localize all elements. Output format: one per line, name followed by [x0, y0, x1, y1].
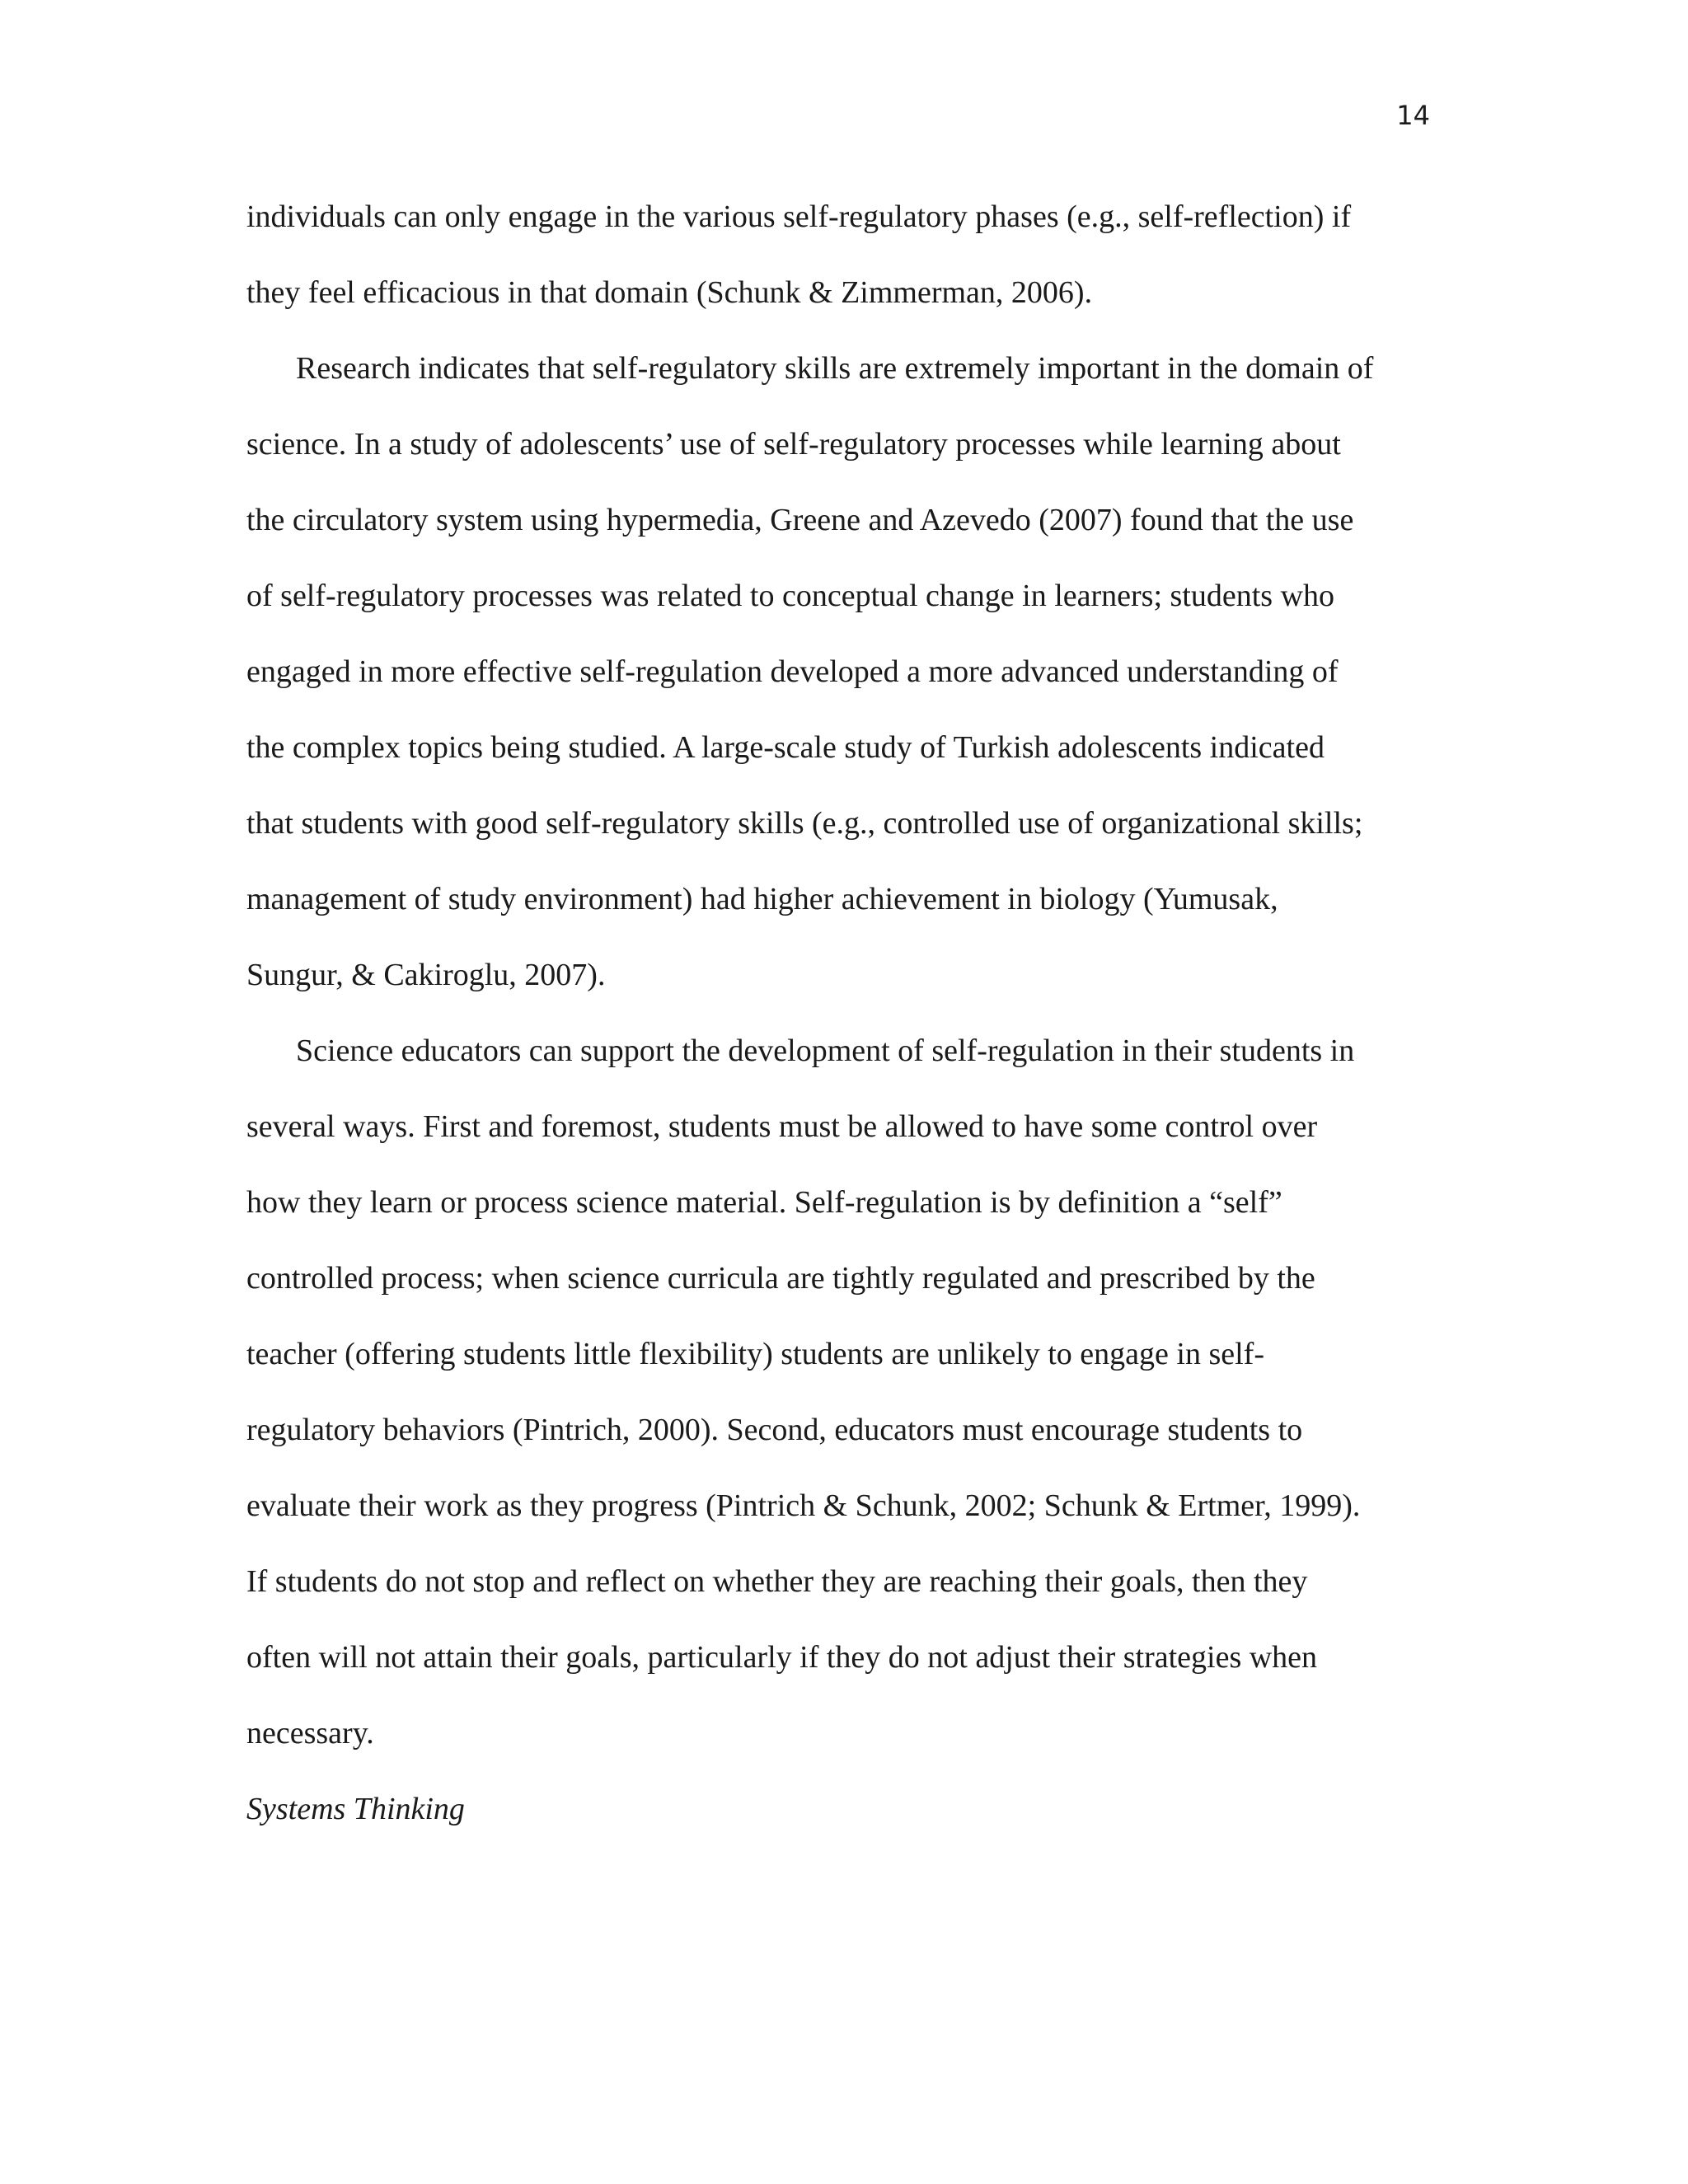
text-line: several ways. First and foremost, students must be allowed to have some control over [246, 1109, 1318, 1144]
text-line: necessary. [246, 1716, 374, 1750]
text-line: If students do not stop and reflect on whether they are reaching their goals, then they [246, 1564, 1308, 1599]
text-line: they feel efficacious in that domain (Schunk & Zimmerman, 2006). [246, 275, 1093, 310]
text-line: the complex topics being studied. A large-scale study of Turkish adolescents indicated [246, 730, 1325, 765]
text-line: of self-regulatory processes was related to conceptual change in learners; students who [246, 579, 1335, 613]
body-text [246, 192, 1466, 1860]
text-line: controlled process; when science curricula are tightly regulated and prescribed by the [246, 1261, 1315, 1296]
text-line: engaged in more effective self-regulation developed a more advanced understanding of [246, 654, 1339, 689]
page-number: 14 [1396, 100, 1430, 131]
text-line: evaluate their work as they progress (Pintrich & Schunk, 2002; Schunk & Ertmer, 1999). [246, 1488, 1361, 1523]
text-line: science. In a study of adolescents’ use of self-regulatory processes while learning about [246, 427, 1341, 462]
text-line: the circulatory system using hypermedia, Greene and Azevedo (2007) found that the use [246, 503, 1354, 537]
text-line: teacher (offering students little flexibility) students are unlikely to engage in self- [246, 1337, 1264, 1371]
text-line: individuals can only engage in the various self-regulatory phases (e.g., self-reflection) if [246, 199, 1352, 234]
paragraph-start-line: Research indicates that self-regulatory skills are extremely important in the domain of [296, 351, 1374, 386]
text-line: often will not attain their goals, particularly if they do not adjust their strategies when [246, 1640, 1318, 1675]
text-line: how they learn or process science material. Self-regulation is by definition a “self” [246, 1185, 1282, 1220]
text-line: regulatory behaviors (Pintrich, 2000). Second, educators must encourage students to [246, 1413, 1303, 1447]
text-line: that students with good self-regulatory skills (e.g., controlled use of organizational skills; [246, 806, 1363, 841]
paragraph-start-line: Science educators can support the development of self-regulation in their students in [296, 1033, 1355, 1068]
section-heading: Systems Thinking [246, 1792, 465, 1826]
text-line: management of study environment) had higher achievement in biology (Yumusak, [246, 882, 1278, 916]
text-line: Sungur, & Cakiroglu, 2007). [246, 958, 606, 992]
